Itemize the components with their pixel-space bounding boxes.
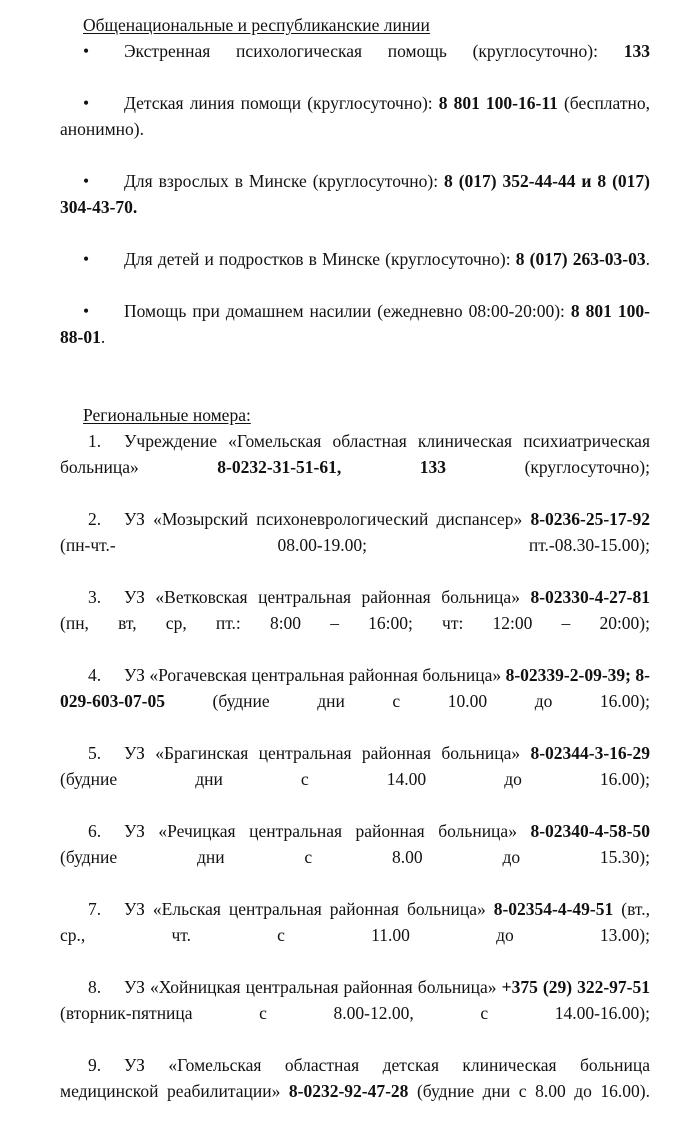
regional-helpline-item [60,584,650,662]
bullet-marker: • [83,249,90,269]
helpline-label: УЗ «Хойницкая центральная районная больница» [124,977,502,997]
helpline-phone-number: 8-0232-92-47-28 [288,1081,409,1101]
regional-helpline-item [60,506,650,584]
list-number-marker: 7. [88,899,102,919]
national-helpline-item [60,168,650,246]
helpline-hours: (вторник-пятница с 8.00-12.00, с 14.00-16.00); [60,1003,650,1023]
helpline-hours: (пн, вт, ср, пт.: 8:00 – 16:00; чт: 12:00 – 20:00); [60,613,650,633]
helpline-hours: (будние дни с 10.00 до 16.00); [164,691,650,711]
section-gap [60,376,650,402]
helpline-label: УЗ «Гомельская областная детская клиническая больница медицинской реабилитации» [60,1055,650,1101]
bullet-marker: • [83,41,90,61]
regional-helpline-item [60,1052,650,1130]
list-number-marker: 8. [88,977,102,997]
helpline-phone-number: 8-02354-4-49-51 [493,899,614,919]
helpline-phone-number: 8-0236-25-17-92 [530,509,650,529]
helpline-label: Для детей и подростков в Минске (круглосуточно): [124,249,516,269]
helpline-hours: . [645,249,650,269]
section-heading-national: Общенациональные и республиканские линии [83,15,430,35]
regional-helpline-item [60,428,650,506]
helpline-phone-number: +375 (29) 322-97-51 [501,977,650,997]
bullet-marker: • [83,171,90,191]
helpline-label: УЗ «Речицкая центральная районная больница» [124,821,531,841]
helpline-phone-number: 8-02344-3-16-29 [530,743,650,763]
helpline-hours: (будние дни с 8.00 до 16.00). [408,1081,650,1101]
helpline-label: Для взрослых в Минске (круглосуточно): [124,171,445,191]
helpline-label: УЗ «Ветковская центральная районная больница» [124,587,531,607]
helpline-phone-number: 8 801 100-88-01 [60,301,650,347]
helpline-phone-number: 133 [623,41,650,61]
helpline-phone-number: 8 (017) 263-03-03 [515,249,646,269]
regional-helpline-item [60,818,650,896]
helpline-label: Экстренная психологическая помощь (круглосуточно): [124,41,624,61]
national-helpline-item [60,90,650,168]
helpline-hours: (бесплатно, анонимно). [60,93,650,139]
national-helpline-list [60,38,650,376]
helpline-hours: . [100,327,106,347]
regional-helpline-item [60,896,650,974]
list-number-marker: 6. [88,821,102,841]
helpline-phone-number: 8-0232-31-51-61, 133 [217,457,447,477]
list-number-marker: 5. [88,743,102,763]
regional-helpline-item [60,974,650,1052]
section-heading-regional: Региональные номера: [83,405,251,425]
helpline-phone-number: 8-02339-2-09-39; 8-029-603-07-05 [60,665,651,711]
list-number-marker: 2. [88,509,102,529]
national-helpline-item [60,38,650,90]
bullet-marker: • [83,93,90,113]
helpline-hours: (пн-чт.- 08.00-19.00; пт.-08.30-15.00); [60,535,650,555]
helpline-label: УЗ «Мозырский психоневрологический диспансер» [124,509,531,529]
list-number-marker: 9. [88,1055,102,1075]
bullet-marker: • [83,301,90,321]
helpline-phone-number: 8-02340-4-58-50 [530,821,650,841]
helpline-hours: (будние дни с 8.00 до 15.30); [60,847,650,867]
helpline-label: Учреждение «Гомельская областная клиническая психиатрическая больница» [60,431,650,477]
regional-helpline-item [60,740,650,818]
helpline-label: УЗ «Рогачевская центральная районная больница» [124,665,506,685]
national-helpline-item [60,298,650,376]
helpline-phone-number: 8 801 100-16-11 [438,93,558,113]
helpline-label: УЗ «Брагинская центральная районная больница» [124,743,531,763]
helpline-label: УЗ «Ельская центральная районная больница» [124,899,494,919]
helpline-phone-number: 8 (017) 352-44-44 и 8 (017) 304-43-70. [60,171,650,217]
regional-helpline-list [60,428,650,1130]
helpline-hours: (круглосуточно); [446,457,650,477]
helpline-phone-number: 8-02330-4-27-81 [530,587,650,607]
list-number-marker: 3. [88,587,102,607]
helpline-hours: (вт., ср., чт. с 11.00 до 13.00); [60,899,650,945]
helpline-label: Помощь при домашнем насилии (ежедневно 08:00-20:00): [124,301,571,321]
list-number-marker: 1. [88,431,102,451]
list-number-marker: 4. [88,665,102,685]
regional-helpline-item [60,662,650,740]
national-helpline-item [60,246,650,298]
helpline-label: Детская линия помощи (круглосуточно): [124,93,439,113]
helpline-hours: (будние дни с 14.00 до 16.00); [60,769,650,789]
